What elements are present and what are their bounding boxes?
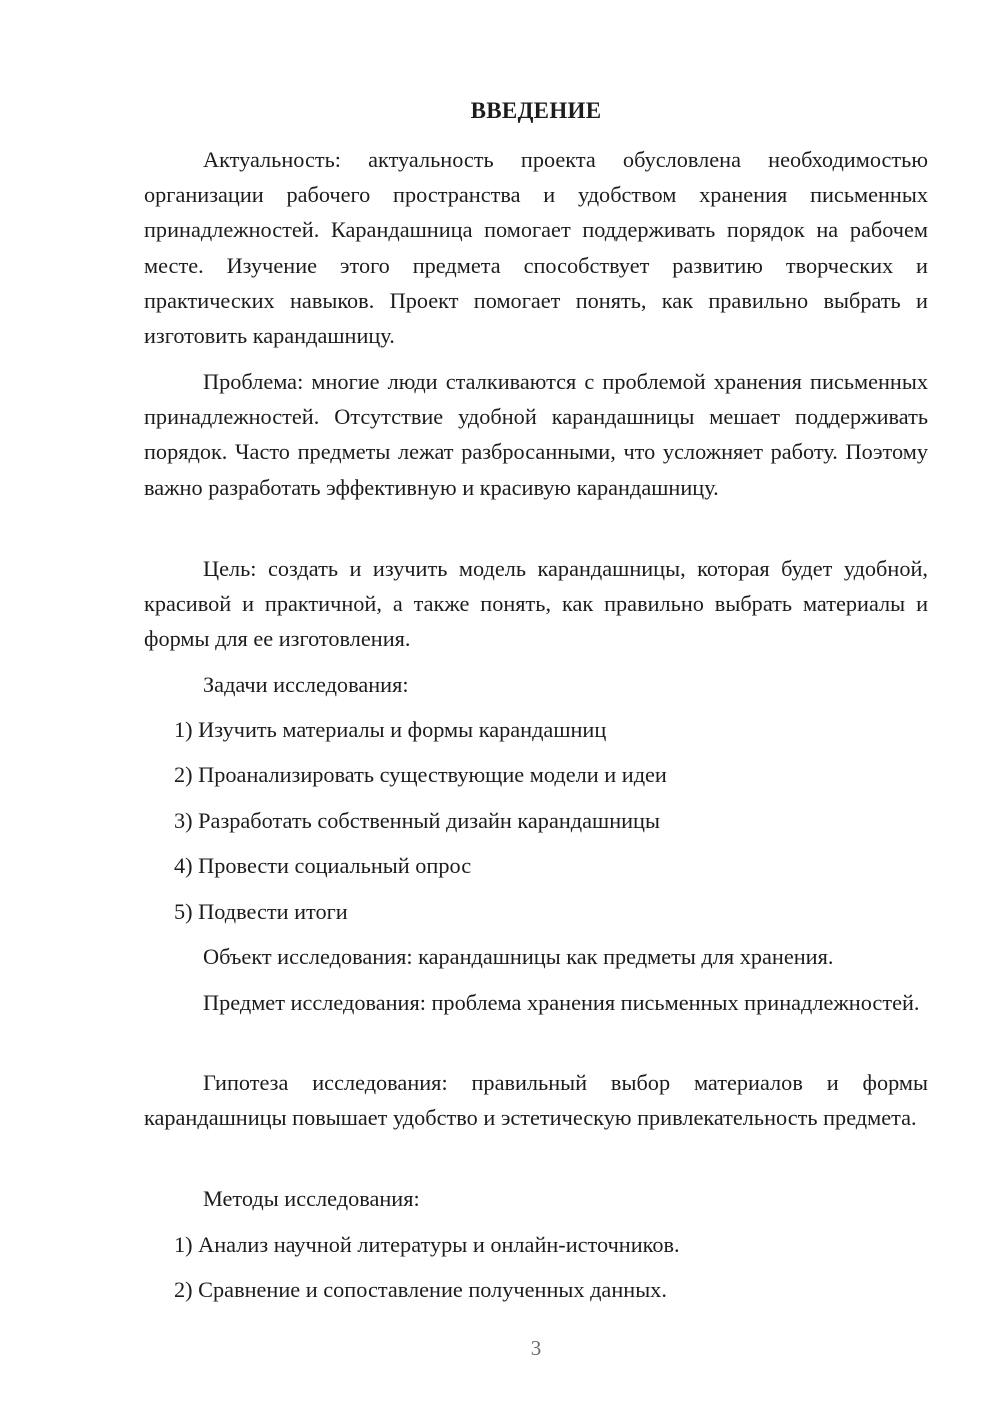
method-item: 1) Анализ научной литературы и онлайн-источников. xyxy=(174,1232,680,1257)
page-number: 3 xyxy=(530,1336,542,1360)
problem-paragraph: Проблема: многие люди сталкиваются с проблемой хранения письменных принадлежностей. Отсутствие удобной карандашницы мешает поддерживать порядок. Часто предметы лежат разбросанными, что усложняет работу. Поэтому важно разработать эффективную и красивую карандашницу. xyxy=(144,369,928,500)
task-item: 3) Разработать собственный дизайн карандашницы xyxy=(174,808,660,833)
method-item: 2) Сравнение и сопоставление полученных данных. xyxy=(174,1277,667,1302)
relevance-paragraph: Актуальность: актуальность проекта обусловлена необходимостью организации рабочего пространства и удобством хранения письменных принадлежностей. Карандашница помогает поддерживать порядок на рабочем месте. Изучение этого предмета способствует развитию творческих и практических навыков. Проект помогает понять, как правильно выбрать и изготовить карандашницу. xyxy=(144,147,928,349)
page-title: ВВЕДЕНИЕ xyxy=(470,98,602,123)
task-item: 2) Проанализировать существующие модели и идеи xyxy=(174,762,667,787)
methods-heading: Методы исследования: xyxy=(203,1186,420,1211)
task-item: 4) Провести социальный опрос xyxy=(174,853,472,878)
object-paragraph: Объект исследования: карандашницы как предметы для хранения. xyxy=(203,944,834,969)
hypothesis-paragraph: Гипотеза исследования: правильный выбор материалов и формы карандашницы повышает удобство и эстетическую привлекательность предмета. xyxy=(144,1070,928,1131)
task-item: 5) Подвести итоги xyxy=(174,899,348,924)
task-item: 1) Изучить материалы и формы карандашниц xyxy=(174,717,607,742)
subject-paragraph: Предмет исследования: проблема хранения письменных принадлежностей. xyxy=(203,990,920,1015)
goal-paragraph: Цель: создать и изучить модель карандашницы, которая будет удобной, красивой и практичной, а также понять, как правильно выбрать материалы и формы для ее изготовления. xyxy=(144,556,928,652)
tasks-heading: Задачи исследования: xyxy=(203,672,409,697)
